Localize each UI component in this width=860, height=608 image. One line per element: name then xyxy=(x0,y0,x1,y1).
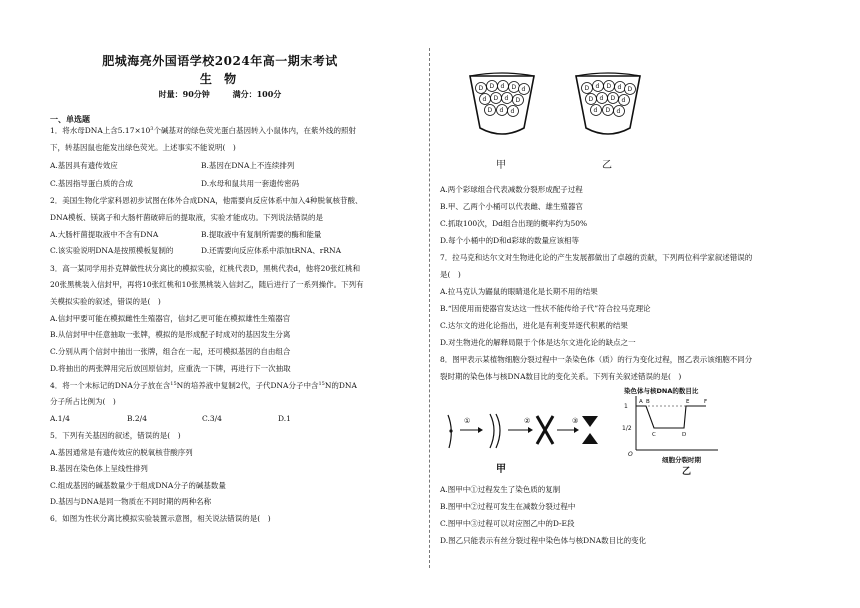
svg-text:D: D xyxy=(584,85,590,92)
q7-option-b: B.“因使用而使器官发达这一性状不能传给子代”符合拉马克理论 xyxy=(440,304,651,313)
q2-stem-line2: DNA模板、镁离子和大肠杆菌破碎后的提取液，实验才能成功。下列说法错误的是 xyxy=(50,213,323,222)
q3-stem-line2: 20张黑桃装入信封甲，再将10张红桃和10张黑桃装入信封乙，随后进行了一系列操作。下列有 xyxy=(50,280,364,289)
q8-option-b: B.图甲中②过程可发生在减数分裂过程中 xyxy=(440,502,576,511)
exam-meta xyxy=(50,89,390,100)
svg-text:O: O xyxy=(628,451,633,458)
q7-stem-line2: 是( ) xyxy=(440,270,461,279)
exam-score: 满分：100分 xyxy=(232,89,282,99)
q7-stem-line1: 7．拉马克和达尔文对生物进化论的产生发展都做出了卓越的贡献，下列两位科学家叙述错误的 xyxy=(440,253,753,262)
svg-text:d: d xyxy=(499,107,504,114)
q5-option-c: C.组成基因的碱基数量少于组成DNA分子的碱基数量 xyxy=(50,481,226,490)
q2-option-d: D.还需要向反应体系中添加tRNA、rRNA xyxy=(201,246,341,255)
q3-option-d: D.将抽出的两张牌用完后放回原信封，应重洗一下牌，再进行下一次抽取 xyxy=(50,364,291,373)
q7-option-d: D.对生物进化的解释局限于个体是达尔文进化论的缺点之一 xyxy=(440,338,636,347)
svg-text:D: D xyxy=(511,84,517,91)
svg-text:D: D xyxy=(605,107,611,114)
svg-text:d: d xyxy=(595,83,600,90)
svg-text:d: d xyxy=(504,95,509,102)
svg-text:③: ③ xyxy=(572,417,579,425)
q4-stem-line2: 分子所占比例为( ) xyxy=(50,397,116,406)
svg-text:1/2: 1/2 xyxy=(622,425,632,432)
q8-stem-line2: 裂时期的染色体与核DNA数目比的变化关系。下列有关叙述错误的是( ) xyxy=(440,372,682,381)
q2-option-c: C.该实验说明DNA是按照模板复制的 xyxy=(50,246,174,255)
q8-option-a: A.图甲中①过程发生了染色质的复制 xyxy=(440,485,561,494)
svg-text:d: d xyxy=(482,96,487,103)
q8-stem-line1: 8．图甲表示某植物细胞分裂过程中一条染色体（质）的行为变化过程，图乙表示该细胞不同分 xyxy=(440,355,753,364)
q1-stem-line1: 1．将水母DNA上含$5.17\times 10^3$个碱基对的绿色荧光蛋白基因转入小鼠体内，在紫外线的照射 xyxy=(50,126,356,135)
q1-option-c: C.基因指导蛋白质的合成 xyxy=(50,179,133,188)
svg-text:d: d xyxy=(616,108,621,115)
q4-option-b: B.2/4 xyxy=(127,414,147,423)
bucket-yi xyxy=(576,73,640,171)
q8-y-title: 染色体与核DNA的数目比 xyxy=(624,387,699,395)
q3-option-c: C.分别从两个信封中抽出一张牌，组合在一起，还可模拟基因的自由组合 xyxy=(50,347,291,356)
q4-option-d: D.1 xyxy=(278,414,291,423)
svg-text:D: D xyxy=(493,95,499,102)
svg-text:D: D xyxy=(515,97,521,104)
bucket-yi-label: 乙 xyxy=(602,160,612,171)
q8-x-title: 细胞分裂时期 xyxy=(662,456,701,464)
column-divider xyxy=(429,48,430,568)
svg-text:1: 1 xyxy=(624,403,628,410)
q1-option-a: A.基因具有遗传效应 xyxy=(50,161,118,170)
svg-text:甲: 甲 xyxy=(496,464,506,475)
bucket-jia-label: 甲 xyxy=(496,160,506,171)
exam-subject: 生 物 xyxy=(199,72,241,86)
q3-option-a: A.信封甲要可能在模拟雌性生殖器官，信封乙更可能在模拟雄性生殖器官 xyxy=(50,314,291,323)
q3-option-b: B.从信封甲中任意抽取一张牌，模拟的是形成配子时成对的基因发生分离 xyxy=(50,330,291,339)
svg-text:D: D xyxy=(489,83,495,90)
q6-option-b: B.甲、乙两个小桶可以代表雌、雄生殖器官 xyxy=(440,202,583,211)
q6-option-a: A.两个彩球组合代表减数分裂形成配子过程 xyxy=(440,185,583,194)
svg-text:②: ② xyxy=(524,417,531,425)
svg-text:d: d xyxy=(593,107,598,114)
q2-option-b: B.提取液中有复制所需要的酶和能量 xyxy=(201,230,322,239)
svg-text:d: d xyxy=(599,95,604,102)
svg-text:d: d xyxy=(617,84,622,91)
svg-text:D: D xyxy=(487,107,493,114)
q6-stem-line1: 6．如图为性状分离比模拟实验装置示意图，相关说法错误的是( ) xyxy=(50,514,271,523)
svg-text:D: D xyxy=(610,95,616,102)
svg-text:d: d xyxy=(521,86,526,93)
svg-text:D: D xyxy=(627,86,633,93)
q4-option-c: C.3/4 xyxy=(202,414,222,423)
exam-time: 时量：90分钟 xyxy=(158,89,210,99)
svg-text:d: d xyxy=(621,97,626,104)
bucket-jia xyxy=(470,73,534,171)
svg-text:D: D xyxy=(478,85,484,92)
q2-stem-line1: 2．美国生物化学家科恩初步试图在体外合成DNA，他需要向反应体系中加入4种脱氧核苷酸、 xyxy=(50,196,363,205)
svg-text:乙: 乙 xyxy=(682,467,692,476)
q1-stem-line2: 下，转基因鼠也能发出绿色荧光。上述事实不能说明( ) xyxy=(50,143,236,152)
q5-option-d: D.基因与DNA是同一物质在不同时期的两种名称 xyxy=(50,497,212,506)
q8-option-d: D.图乙只能表示有丝分裂过程中染色体与核DNA数目比的变化 xyxy=(440,536,647,545)
q3-stem-line1: 3．高一某同学用扑克牌做性状分离比的模拟实验，红桃代表D，黑桃代表d，他将20张红桃和 xyxy=(50,264,361,273)
svg-text:d: d xyxy=(510,108,515,115)
exam-title: 肥城海亮外国语学校2024年高一期末考试 xyxy=(102,54,338,68)
svg-text:B: B xyxy=(646,399,650,405)
svg-text:A: A xyxy=(639,399,643,405)
svg-text:D: D xyxy=(606,83,612,90)
q4-option-a: A.1/4 xyxy=(50,414,70,423)
q2-option-a: A.大肠杆菌提取液中不含有DNA xyxy=(50,230,159,239)
q7-option-a: A.拉马克认为鼹鼠的眼睛退化是长期不用的结果 xyxy=(440,287,598,296)
q7-option-c: C.达尔文的进化论指出，进化是有利变异逐代积累的结果 xyxy=(440,321,628,330)
q5-option-a: A.基因通常是有遗传效应的脱氧核苷酸序列 xyxy=(50,448,193,457)
q6-option-d: D.每个小桶中的D和d彩球的数量应该相等 xyxy=(440,236,579,245)
q5-option-b: B.基因在染色体上呈线性排列 xyxy=(50,464,148,473)
q1-option-b: B.基因在DNA上不连续排列 xyxy=(201,161,295,170)
svg-text:d: d xyxy=(500,83,505,90)
q8-option-c: C.图甲中③过程可以对应图乙中的D-E段 xyxy=(440,519,575,528)
q6-bucket-figure xyxy=(460,68,660,178)
svg-text:C: C xyxy=(652,432,656,438)
q8-figure-jia xyxy=(440,400,620,475)
section-heading: 一、单选题 xyxy=(50,114,90,124)
svg-text:E: E xyxy=(686,399,690,405)
q3-stem-line3: 关模拟实验的叙述，错误的是( ) xyxy=(50,297,161,306)
svg-text:D: D xyxy=(682,432,687,438)
q4-stem-line1: 4．将一个未标记的DNA分子放在含$^{15}$N的培养液中复制2代，子代DNA分子中含$^{15}$N的DNA xyxy=(50,381,357,390)
svg-text:F: F xyxy=(704,399,708,405)
q1-option-d: D.水母和鼠共用一套遗传密码 xyxy=(201,179,300,188)
svg-text:①: ① xyxy=(464,417,471,425)
q6-option-c: C.抓取100次，Dd组合出现的概率约为50% xyxy=(440,219,588,228)
q8-figure-yi xyxy=(622,384,722,476)
q5-stem-line1: 5．下列有关基因的叙述，错误的是( ) xyxy=(50,431,181,440)
svg-text:D: D xyxy=(588,96,594,103)
